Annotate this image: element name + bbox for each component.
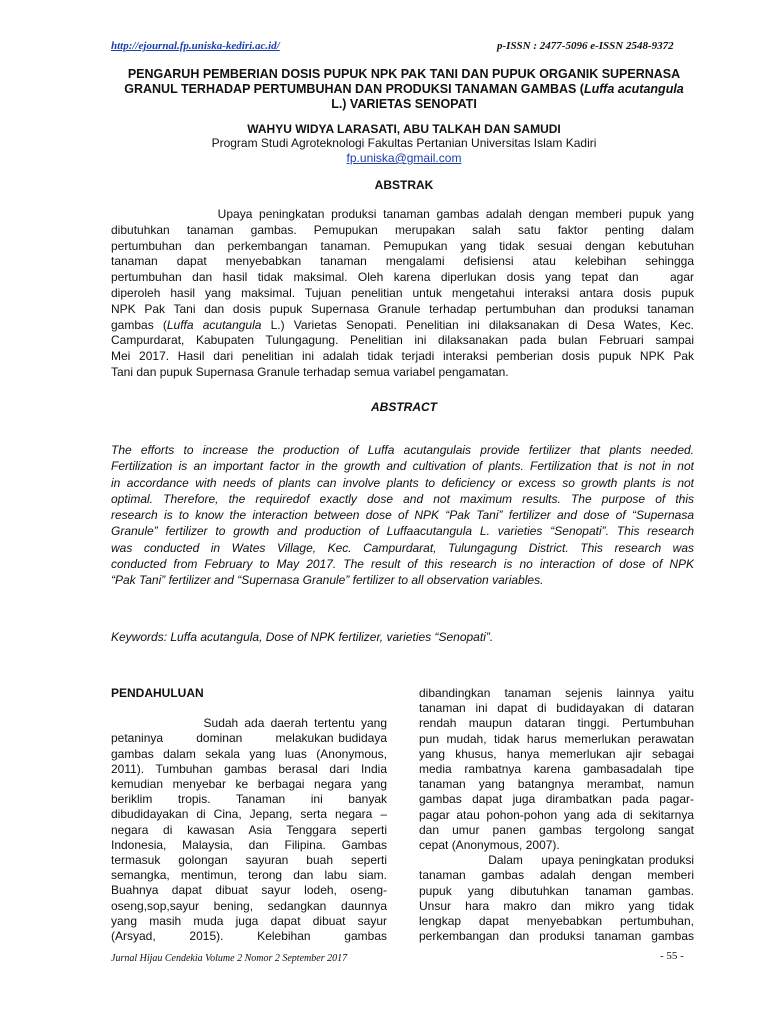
abstrak-body xyxy=(111,207,694,381)
author-list: WAHYU WIDYA LARASATI, ABU TALKAH DAN SAMUDI xyxy=(247,122,561,136)
body-line: yang khusus, hanya memerlukan ajir sebagai xyxy=(419,746,694,761)
abstract-line-last: “Pak Tani” fertilizer and “Supernasa Granule” fertilizer to all observation variables. xyxy=(111,573,544,588)
abstrak-line: Upaya peningkatan produksi tanaman gambas adalah dengan memberi pupuk yang xyxy=(111,207,694,221)
body-line: kemudian menyebar ke berbagai negara yang xyxy=(111,777,387,792)
body-line: tanaman gambas adalah dengan memberi xyxy=(419,868,694,883)
body-line: Indonesia, Malaysia, dan Filipina. Gambas xyxy=(111,837,387,852)
title-line-3: L.) VARIETAS SENOPATI xyxy=(331,97,477,111)
body-line: pupuk yang dibutuhkan tanaman gambas. xyxy=(419,883,694,898)
body-line: lengkap dapat menyebabkan pertumbuhan, xyxy=(419,914,694,929)
abstrak-line-8-species: Luffa acutangula xyxy=(166,317,262,332)
body-line: perkembangan dan produksi tanaman gambas xyxy=(419,929,694,944)
body-line: beriklim tropis. Tanaman ini banyak xyxy=(111,792,387,807)
abstrak-line: Campurdarat, Kabupaten Tulungagung. Penelitian ini dilaksanakan pada bulan Februari sampai xyxy=(111,333,694,348)
body-line: tanaman ini dapat di budidayakan di dataran xyxy=(419,701,694,716)
abstract-line: Granule” fertilizer to growth and production of Luffaacutangula L. varieties “Senopati”. This research xyxy=(111,524,694,539)
abstract-body xyxy=(111,442,694,589)
body-line: (Arsyad, 2015). Kelebihan gambas xyxy=(111,929,387,944)
abstrak-line: pertumbuhan dan hasil tidak maksimal. Oleh karena diperlukan dosis yang tepat dan agar xyxy=(111,270,694,285)
abstrak-line: dibutuhkan tanaman gambas. Pemupukan merupakan salah satu faktor penting dalam xyxy=(111,222,694,237)
body-line: petaninya dominan melakukan budidaya xyxy=(111,731,387,746)
title-line-1: PENGARUH PEMBERIAN DOSIS PUPUK NPK PAK TANI DAN PUPUK ORGANIK SUPERNASA xyxy=(127,67,681,81)
abstract-line: conducted from February to May 2017. The result of this research is no interaction of dose of NPK xyxy=(111,557,694,572)
body-line: Dalam upaya peningkatan produksi xyxy=(419,853,694,868)
abstract-line: The efforts to increase the production of Luffa acutangulais provide fertilizer that plants needed. xyxy=(111,443,694,457)
abstrak-line-last: Tani dan pupuk Supernasa Granule terhadap semua variabel pengamatan. xyxy=(111,364,509,379)
body-line: gambas dalam sekala yang luas (Anonymous, xyxy=(111,746,387,761)
abstrak-line: diperoleh hasil yang maksimal. Tujuan penelitian untuk mengetahui interaksi antara dosis pupuk xyxy=(111,285,694,300)
paper-title xyxy=(108,67,700,112)
abstract-heading: ABSTRACT xyxy=(371,400,437,414)
title-line-2-text: GRANUL TERHADAP PERTUMBUHAN DAN PRODUKSI TANAMAN GAMBAS ( xyxy=(124,82,584,96)
body-line: pagar atau pohon-pohon yang ada di sekitarnya xyxy=(419,807,694,822)
abstrak-line: tanaman dapat menyebabkan tanaman mengalami defisiensi atau kelebihan sehingga xyxy=(111,254,694,269)
right-column xyxy=(419,686,694,944)
body-line: semangka, mentimun, terong dan labu siam. xyxy=(111,868,387,883)
keywords: Keywords: Luffa acutangula, Dose of NPK fertilizer, varieties “Senopati”. xyxy=(111,630,494,644)
body-line: dibudidayakan di Cina, Jepang, serta negara – xyxy=(111,807,387,822)
pendahuluan-heading: PENDAHULUAN xyxy=(111,686,204,700)
abstract-line: was conducted in Wates Village, Kec. Campurdarat, Tulungagung District. This research was xyxy=(111,540,694,555)
body-line: media rambatnya karena gambasadalah tipe xyxy=(419,762,694,777)
issn-label: p-ISSN : 2477-5096 e-ISSN 2548-9372 xyxy=(497,40,674,52)
title-line-2-species: Luffa acutangula xyxy=(583,82,684,96)
email-link[interactable]: fp.uniska@gmail.com xyxy=(346,151,462,165)
body-line: yang masih muda juga dapat dibuat sayur xyxy=(111,913,387,928)
abstract-line: optimal. Therefore, the requiredof exactly dose and not maximum results. The purpose of this xyxy=(111,491,694,506)
abstrak-line-8-a: gambas ( xyxy=(111,317,167,332)
abstract-line: Fertilization is an important factor in the growth and cultivation of plants. Fertilization that is not in not xyxy=(111,459,694,474)
body-line: dibandingkan tanaman sejenis lainnya yaitu xyxy=(419,686,694,700)
body-line-paragraph-end: cepat (Anonymous, 2007). xyxy=(419,838,560,853)
footer-journal-name: Jurnal Hijau Cendekia Volume 2 Nomor 2 September 2017 xyxy=(111,953,348,964)
title-line-2 xyxy=(108,82,700,97)
abstrak-line-8-b: L.) Varietas Senopati. Penelitian ini dilaksanakan di Desa Wates, Kec. xyxy=(261,317,694,332)
abstrak-line xyxy=(111,318,694,334)
body-line: 2011). Tumbuhan gambas berasal dari India xyxy=(111,761,387,776)
abstract-line: in accordance with needs of plants can involve plants to deficiency or excess so growth plants is not xyxy=(111,475,694,490)
abstrak-heading: ABSTRAK xyxy=(374,178,434,192)
body-line: Unsur hara makro dan mikro yang tidak xyxy=(419,898,694,913)
body-line: Buahnya dapat dibuat sayur lodeh, oseng- xyxy=(111,883,387,898)
left-column xyxy=(111,686,387,944)
body-line: rendah maupun dataran tinggi. Pertumbuhan xyxy=(419,716,694,731)
affiliation: Program Studi Agroteknologi Fakultas Pertanian Universitas Islam Kadiri xyxy=(211,136,597,150)
body-line: Sudah ada daerah tertentu yang xyxy=(111,716,387,731)
abstrak-line: NPK Pak Tani dan dosis pupuk Supernasa Granule terhadap pertumbuhan dan produksi tanaman xyxy=(111,301,694,316)
body-line: dan umur panen gambas tergolong sangat xyxy=(419,822,694,837)
body-line: termasuk golongan sayuran buah seperti xyxy=(111,853,387,868)
body-line: pun mudah, tidak harus memerlukan perawatan xyxy=(419,731,694,746)
abstrak-line: Mei 2017. Hasil dari penelitian ini adalah tidak terjadi interaksi pemberian dosis pupuk NPK Pak xyxy=(111,349,694,364)
body-line: negara di kawasan Asia Tenggara seperti xyxy=(111,822,387,837)
abstract-line: research is to know the interaction between dose of NPK “Pak Tani” fertilizer and dose of “Supernasa xyxy=(111,508,694,523)
abstrak-line: pertumbuhan dan perkembangan tanaman. Pemupukan yang tidak sesuai dengan kebutuhan xyxy=(111,238,694,253)
body-line: tanaman yang batangnya merambat, namun xyxy=(419,777,694,792)
page-number: - 55 - xyxy=(660,950,684,962)
body-line: gambas dapat juga dirambatkan pada pagar- xyxy=(419,792,694,807)
body-line: oseng,sop,sayur bening, sedangkan daunnya xyxy=(111,898,387,913)
journal-url-link[interactable]: http://ejournal.fp.uniska-kediri.ac.id/ xyxy=(111,40,280,52)
